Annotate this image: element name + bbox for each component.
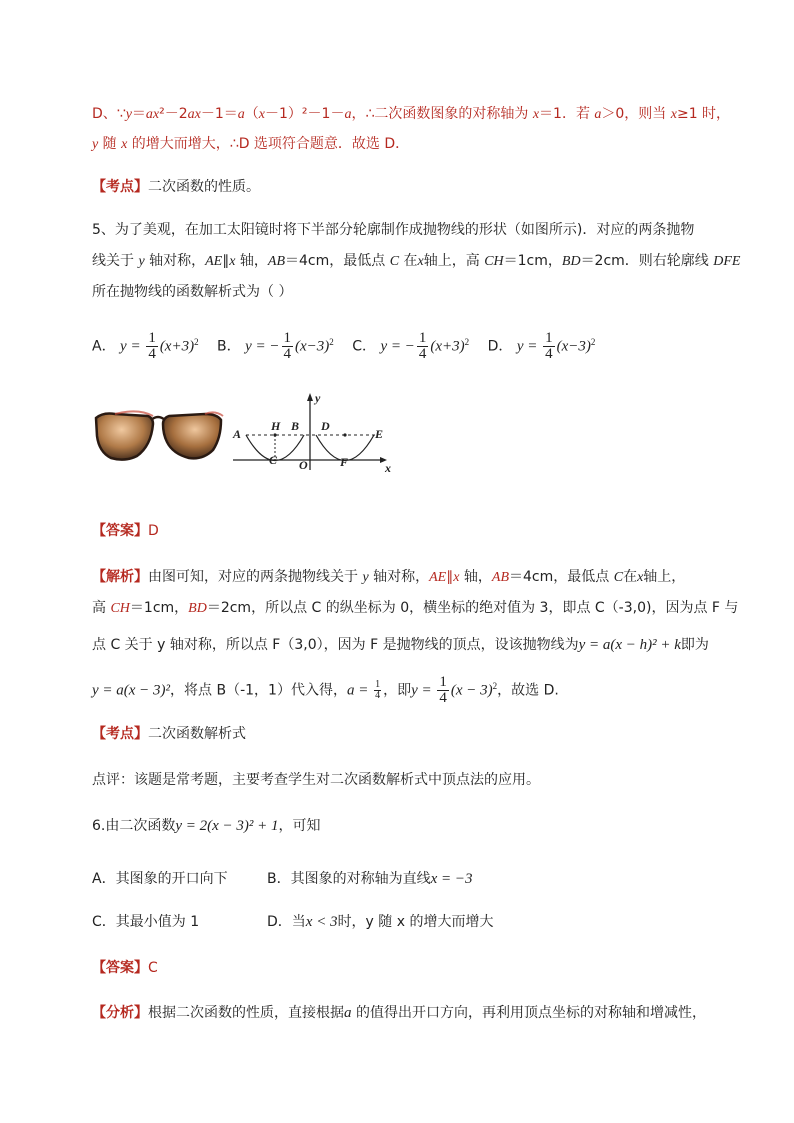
fraction: $\frac{1}{4}$: [375, 679, 381, 702]
analysis-5-line1: 【解析】由图可知，对应的两条抛物线关于 y 轴对称，AE∥x 轴，AB＝4cm，最低点 C在x轴上，: [92, 569, 686, 585]
q6-option-a[interactable]: A．其图象的开口向下: [92, 871, 228, 887]
fraction: $\frac{1}{4}$: [439, 674, 447, 707]
q6-option-b[interactable]: B．其图象的对称轴为直线x = −3: [267, 871, 473, 887]
kaodian-2: 【考点】二次函数解析式: [92, 726, 246, 742]
label-x: x: [385, 461, 391, 474]
q6-option-c[interactable]: C．其最小值为 1: [92, 914, 200, 930]
prev-explanation-line2: y 随 x 的增大而增大，∴D 选项符合题意．故选 D．: [92, 136, 410, 152]
label-d: D: [321, 419, 330, 433]
analysis-6: 【分析】根据二次函数的性质，直接根据a 的值得出开口方向，再利用顶点坐标的对称轴和增减性，: [92, 1005, 706, 1021]
comment: 点评：该题是常考题，主要考查学生对二次函数解析式中顶点法的应用。: [92, 772, 540, 788]
q6-option-d[interactable]: D．当x < 3时，y 随 x 的增大而增大: [267, 914, 494, 930]
fraction: $\frac{1}{4}$: [545, 330, 553, 363]
fraction: $\frac{1}{4}$: [418, 330, 427, 363]
q5-stem-line3: 所在抛物线的函数解析式为（ ）: [92, 284, 293, 300]
fraction: $\frac{1}{4}$: [283, 330, 292, 363]
fraction: $\frac{1}{4}$: [148, 330, 156, 363]
right-lens: [163, 414, 221, 458]
label-y: y: [315, 391, 321, 405]
label-f: F: [340, 455, 349, 469]
label-b: B: [291, 419, 300, 433]
analysis-5-line4: y = a(x − 3)²，将点 B（-1，1）代入得，a = $\frac{1}{4}$ ，即y = $\frac{1}{4}$ $(x - 3)^2$，故选 D.: [92, 674, 559, 707]
answer-5: 【答案】D: [92, 523, 159, 539]
label-h: H: [271, 419, 281, 433]
analysis-5-line3: 点 C 关于 y 轴对称，所以点 F（3,0），因为 F 是抛物线的顶点，设该抛物线为y = a(x − h)² + k即为: [92, 637, 709, 653]
left-lens: [96, 414, 153, 460]
label-a: A: [233, 427, 242, 441]
point-right: [343, 433, 346, 436]
q5-option-b[interactable]: B． y = − $\frac{1}{4}$ $(x-3)^2$: [217, 330, 334, 363]
q6-stem: 6.由二次函数y = 2(x − 3)² + 1，可知: [92, 818, 321, 834]
label-e: E: [375, 427, 384, 441]
y-axis-arrow: [307, 393, 313, 401]
bridge: [151, 417, 165, 420]
prev-explanation-line1: D、∵y＝ax²－2ax－1＝a（x－1）²－1－a，∴二次函数图象的对称轴为 x＝1．若 a＞0，则当 x≥1 时，: [92, 106, 731, 122]
analysis-5-line2: 高 CH＝1cm，BD＝2cm，所以点 C 的纵坐标为 0，横坐标的绝对值为 3，即点 C（-3,0)，因为点 F 与: [92, 600, 739, 616]
parabola-figure: [228, 390, 393, 474]
q5-stem-line1: 5、为了美观，在加工太阳镜时将下半部分轮廓制作成抛物线的形状（如图所示)．对应的两条抛物: [92, 222, 695, 238]
label-o: O: [299, 458, 308, 472]
q5-option-c[interactable]: C． y = − $\frac{1}{4}$ $(x+3)^2$: [352, 330, 470, 363]
point-h: [273, 433, 276, 436]
label-c: C: [269, 453, 278, 467]
sunglasses-image: [93, 402, 225, 462]
q5-option-d[interactable]: D． y = $\frac{1}{4}$ $(x-3)^2$: [487, 330, 596, 363]
kaodian-1: 【考点】二次函数的性质。: [92, 179, 260, 195]
answer-6: 【答案】C: [92, 960, 158, 976]
q5-option-a[interactable]: A． y = $\frac{1}{4}$ $(x+3)^2$: [92, 330, 199, 363]
q5-stem-line2: 线关于 y 轴对称，AE∥x 轴，AB＝4cm，最低点 C 在x轴上，高 CH＝1cm，BD＝2cm．则右轮廓线 DFE: [92, 253, 741, 269]
q5-options: [92, 325, 595, 364]
